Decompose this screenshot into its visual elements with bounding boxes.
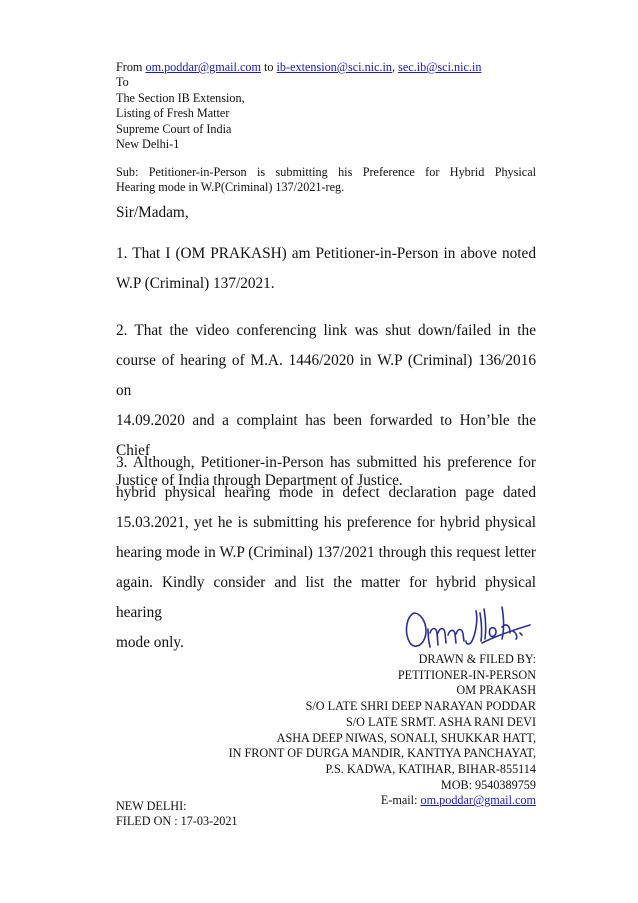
- father-name: S/O LATE SHRI DEEP NARAYAN PODDAR: [305, 699, 536, 714]
- handwritten-signature: [398, 603, 534, 653]
- place-label: NEW DELHI:: [116, 799, 187, 813]
- address-line-section: The Section IB Extension,: [116, 90, 245, 105]
- paragraph-line: Justice of India through Department of Justice.: [116, 472, 403, 489]
- address-line-3: P.S. KADWA, KATIHAR, BIHAR-855114: [325, 761, 536, 776]
- email-separator: ,: [392, 60, 396, 74]
- paragraph-line: W.P (Criminal) 137/2021.: [116, 275, 275, 292]
- paragraph-line: hybrid physical hearing mode in defect declaration page dated: [116, 484, 536, 501]
- subject-block: [116, 165, 536, 196]
- petitioner-label: PETITIONER-IN-PERSON: [397, 667, 536, 682]
- salutation: Sir/Madam,: [116, 204, 189, 221]
- paragraph-1: [116, 239, 536, 299]
- paragraph-line: 3. Although, Petitioner-in-Person has submitted his preference for: [116, 454, 536, 471]
- signature-email-link[interactable]: om.poddar@gmail.com: [420, 793, 536, 808]
- email-prefix: E-mail:: [380, 793, 418, 808]
- signature-block: [229, 652, 536, 809]
- address-line-court: Supreme Court of India: [116, 121, 232, 136]
- from-email-link[interactable]: om.poddar@gmail.com: [145, 60, 261, 74]
- letter-header: [116, 60, 536, 152]
- paragraph-line: 1. That I (OM PRAKASH) am Petitioner-in-Person in above noted: [116, 245, 536, 262]
- petitioner-name: OM PRAKASH: [456, 683, 536, 698]
- address-line-1: ASHA DEEP NIWAS, SONALI, SHUKKAR HATT,: [276, 730, 536, 745]
- paragraph-line: course of hearing of M.A. 1446/2020 in W.P (Criminal) 136/2016 on: [116, 352, 536, 399]
- drawn-filed-label: DRAWN & FILED BY:: [418, 652, 536, 666]
- to-email-link-1[interactable]: ib-extension@sci.nic.in: [276, 60, 393, 74]
- to-word: to: [264, 60, 274, 74]
- paragraph-line: 14.09.2020 and a complaint has been forwarded to Hon’ble the Chief: [116, 412, 536, 459]
- filed-on-date: FILED ON : 17-03-2021: [116, 814, 238, 829]
- mother-name: S/O LATE SRMT. ASHA RANI DEVI: [345, 714, 536, 729]
- mobile-number: MOB: 9540389759: [440, 777, 536, 792]
- subject-line-1: Sub: Petitioner-in-Person is submitting his Preference for Hybrid Physical: [116, 165, 536, 179]
- letter-footer: [116, 799, 536, 830]
- from-prefix: From: [116, 60, 143, 74]
- address-line-to: To: [116, 75, 129, 90]
- paragraph-line: again. Kindly consider and list the matter for hybrid physical hearing: [116, 574, 536, 621]
- address-line-listing: Listing of Fresh Matter: [116, 106, 230, 121]
- address-line-2: IN FRONT OF DURGA MANDIR, KANTIYA PANCHAYAT,: [228, 746, 536, 761]
- to-email-link-2[interactable]: sec.ib@sci.nic.in: [398, 60, 482, 74]
- address-line-city: New Delhi-1: [116, 137, 180, 152]
- paragraph-line: 2. That the video conferencing link was shut down/failed in the: [116, 322, 536, 339]
- paragraph-line: 15.03.2021, yet he is submitting his preference for hybrid physical: [116, 514, 536, 531]
- paragraph-line: hearing mode in W.P (Criminal) 137/2021 through this request letter: [116, 544, 536, 561]
- from-line: [116, 60, 536, 75]
- paragraph-line: mode only.: [116, 634, 184, 651]
- subject-line-2: Hearing mode in W.P(Criminal) 137/2021-reg.: [116, 180, 345, 195]
